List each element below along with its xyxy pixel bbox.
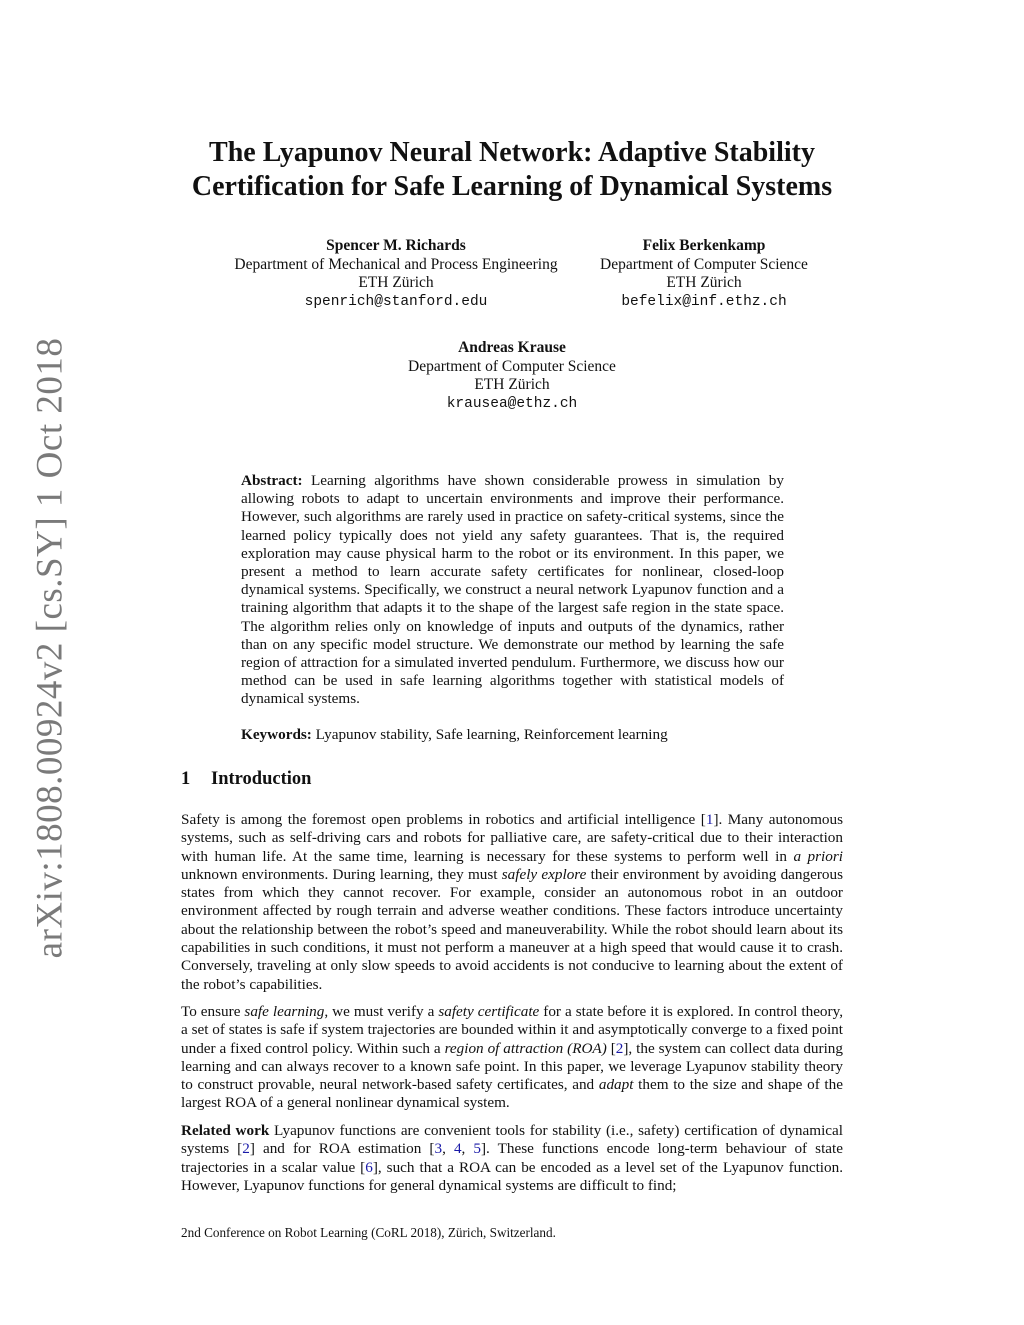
author-institution: ETH Zürich	[474, 376, 550, 393]
author-institution: ETH Zürich	[666, 274, 742, 291]
text-run: their environment by avoiding dangerous states from which they cannot recover. For example, consider an autonomous robot in an outdoor environment affected by rough terrain and adverse weather conditions. These factors introduce uncertainty about the relationship between the robot’s speed and maneuverability. While the robot should learn about its capabilities in such conditions, it must not perform a maneuver at a high speed that would cause it to crash. Conversely, traveling at only slow speeds to avoid accidents is not conducive to learning about the extent of the robot’s capabilities.	[181, 865, 843, 993]
author-email: spenrich@stanford.edu	[304, 293, 488, 310]
text-run: unknown environments. During learning, they must	[181, 865, 502, 883]
author-block-1	[186, 237, 606, 311]
text-run: [	[606, 1039, 616, 1057]
intro-paragraph-2	[181, 1003, 843, 1113]
citation-link[interactable]: 3	[434, 1140, 443, 1158]
text-run: Lyapunov functions are convenient tools for stability (i.e., safety) certification of dynamical systems [	[181, 1122, 843, 1158]
emphasis-text: safely explore	[501, 865, 587, 883]
text-run: ]. Many autonomous systems, such as self-driving cars and robots for palliative care, are safety-critical due to their interaction with human life. At the same time, learning is necessary for these systems to perform well in	[181, 811, 843, 865]
emphasis-text: safety certificate	[438, 1003, 540, 1020]
text-run: ,	[442, 1140, 454, 1158]
abstract-text: Learning algorithms have shown considerable prowess in simulation by allowing robots to adapt to uncertain environments and improve their performance. However, such algorithms are rarely used in practice on safety-critical systems, since the learned policy typically does not yield any safety guarantees. That is, the required exploration may cause physical harm to the robot or its environment. In this paper, we present a method to learn accurate safety certificates for nonlinear, closed-loop dynamical systems. Specifically, we construct a neural network Lyapunov function and a training algorithm that adapts it to the shape of the largest safe region in the state space. The algorithm relies only on knowledge of inputs and outputs of the dynamics, rather than on any specific model structure. We demonstrate our method by learning the safe region of attraction for a simulated inverted pendulum. Furthermore, we discuss how our method can be used in safe learning algorithms together with statistical models of dynamical systems.	[241, 472, 784, 708]
citation-link[interactable]: 4	[453, 1140, 462, 1158]
author-department: Department of Computer Science	[408, 357, 616, 375]
author-department: Department of Mechanical and Process Engineering	[234, 255, 558, 273]
emphasis-text: safe learning	[244, 1003, 325, 1020]
keywords-text: Lyapunov stability, Safe learning, Reinforcement learning	[315, 726, 668, 743]
section-title: Introduction	[211, 769, 312, 789]
text-run: ] and for ROA estimation [	[249, 1140, 435, 1158]
author-block-3	[312, 339, 712, 413]
keywords	[241, 726, 784, 744]
text-run: Safety is among the foremost open problems in robotics and artificial intelligence [	[181, 811, 706, 828]
intro-paragraph-1	[181, 811, 843, 994]
keywords-label: Keywords:	[241, 726, 312, 743]
text-run: ], the system can collect data during learning and can always recover to a known safe point. In this paper, we leverage Lyapunov stability theory to construct provable, neural network-based safety certificates, and	[181, 1039, 843, 1094]
citation-link[interactable]: 2	[615, 1039, 624, 1057]
text-run: for a state before it is explored. In control theory, a set of states is safe if system trajectories are bounded within it and asymptotically converge to a fixed point under a fixed control policy. Within such a	[181, 1003, 843, 1057]
emphasis-text: a priori	[793, 847, 843, 865]
related-work-label: Related work	[181, 1122, 270, 1139]
title-line-1: The Lyapunov Neural Network: Adaptive Stability	[209, 137, 815, 168]
citation-link[interactable]: 6	[365, 1158, 373, 1176]
author-name: Felix Berkenkamp	[642, 237, 766, 254]
citation-link[interactable]: 1	[705, 811, 714, 828]
citation-link[interactable]: 2	[242, 1140, 250, 1158]
emphasis-text: adapt	[598, 1076, 634, 1094]
author-name: Andreas Krause	[458, 339, 566, 356]
abstract	[241, 472, 784, 709]
author-department: Department of Computer Science	[600, 255, 808, 273]
text-run: To ensure	[181, 1003, 245, 1020]
emphasis-text: region of attraction (ROA)	[444, 1039, 607, 1057]
conference-footer: 2nd Conference on Robot Learning (CoRL 2018), Zürich, Switzerland.	[181, 1225, 556, 1240]
section-number: 1	[181, 769, 191, 789]
author-email: befelix@inf.ethz.ch	[621, 293, 787, 310]
text-run: , we must verify a	[324, 1003, 439, 1020]
text-run: them to the size and shape of the largest ROA of a general nonlinear dynamical system.	[181, 1076, 843, 1112]
author-block-2	[564, 237, 844, 311]
abstract-label: Abstract:	[241, 472, 303, 489]
section-heading-introduction	[181, 769, 311, 790]
citation-link[interactable]: 5	[473, 1140, 481, 1158]
text-run: ], such that a ROA can be encoded as a level set of the Lyapunov function. However, Lyapunov functions for general dynamical systems are difficult to find;	[181, 1158, 844, 1194]
related-work-paragraph	[181, 1122, 843, 1195]
title-line-2: Certification for Safe Learning of Dynamical Systems	[191, 171, 833, 202]
arxiv-identifier-stamp: arXiv:1808.00924v2 [cs.SY] 1 Oct 2018	[29, 337, 71, 959]
author-email: krausea@ethz.ch	[446, 395, 578, 412]
text-run: ,	[461, 1140, 474, 1158]
text-run: ]. These functions encode long-term behaviour of state trajectories in a scalar value [	[181, 1140, 843, 1176]
author-institution: ETH Zürich	[358, 274, 434, 291]
author-name: Spencer M. Richards	[326, 237, 466, 254]
paper-title	[150, 136, 874, 204]
